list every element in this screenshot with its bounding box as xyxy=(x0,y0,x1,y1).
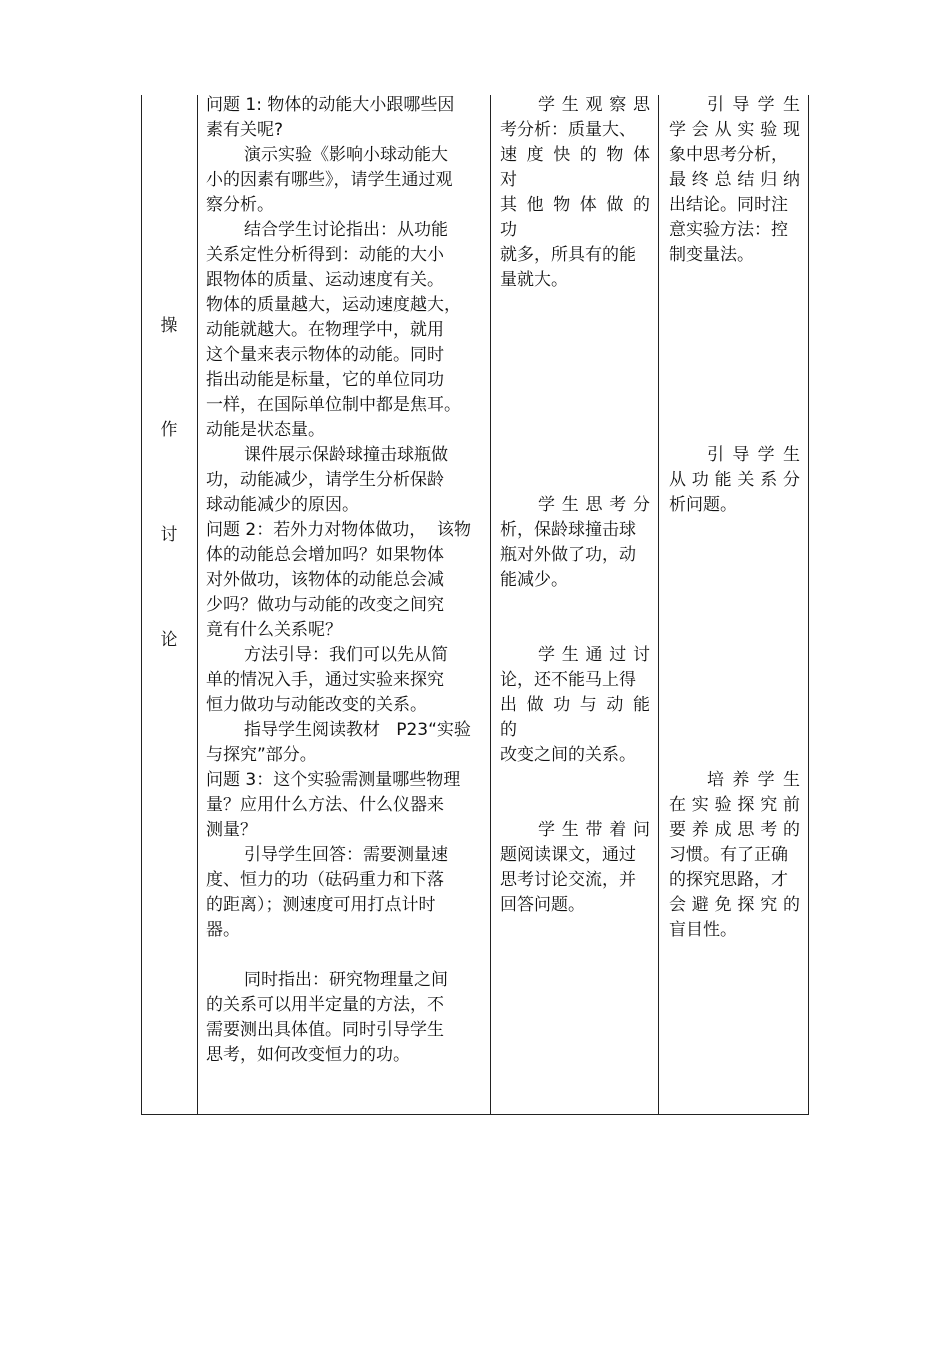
text-line: 球动能减少的原因。 xyxy=(206,495,359,515)
text-line: 要 养 成 思 考 的 xyxy=(669,820,800,840)
text-line: 少吗？做功与动能的改变之间究 xyxy=(206,595,444,615)
text-line: 小的因素有哪些》，请学生通过观 xyxy=(206,170,453,190)
text-line: 出结论。同时注 xyxy=(669,195,788,215)
text-line: 课件展示保龄球撞击球瓶做 xyxy=(244,445,448,465)
text-line: 动能是状态量。 xyxy=(206,420,325,440)
text-line: 竟有什么关系呢？ xyxy=(206,620,342,640)
teacher-activity-cell xyxy=(206,93,486,1115)
text-line: 度、恒力的功（砝码重力和下落 xyxy=(206,870,444,890)
text-line: 动能就越大。在物理学中，就用 xyxy=(206,320,444,340)
text-line: 题阅读课文，通过 xyxy=(500,845,636,865)
text-line: 思考讨论交流，并 xyxy=(500,870,636,890)
text-line: 制变量法。 xyxy=(669,245,754,265)
text-line: 象中思考分析， xyxy=(669,145,788,165)
stage-label-char: 论 xyxy=(160,630,178,650)
text-line: 单的情况入手，通过实验来探究 xyxy=(206,670,444,690)
text-line: 速 度 快 的 物 体 对 xyxy=(500,145,650,190)
text-line: 指导学生阅读教材 P23“实验 xyxy=(244,720,471,740)
blank-space xyxy=(500,593,650,643)
text-line: 同时指出：研究物理量之间 xyxy=(244,970,448,990)
design-intent-cell xyxy=(669,93,800,1115)
text-line: 与探究”部分。 xyxy=(206,745,317,765)
text-line: 测量？ xyxy=(206,820,257,840)
text-line: 跟物体的质量、运动速度有关。 xyxy=(206,270,444,290)
text-line: 学 生 带 着 问 xyxy=(538,820,650,840)
text-line: 演示实验《影响小球动能大 xyxy=(244,145,448,165)
text-line: 关系定性分析得到：动能的大小 xyxy=(206,245,444,265)
text-line: 就多，所具有的能 xyxy=(500,245,636,265)
text-line: 察分析。 xyxy=(206,195,274,215)
text-line: 学 生 观 察 思 xyxy=(538,95,650,115)
blank-space xyxy=(669,518,800,768)
text-line: 量？应用什么方法、什么仪器来 xyxy=(206,795,444,815)
text-line: 的距离）；测速度可用打点计时 xyxy=(206,895,436,915)
text-line: 问题 1: 物体的动能大小跟哪些因 xyxy=(206,95,455,115)
text-line: 意实验方法：控 xyxy=(669,220,788,240)
text-line: 改变之间的关系。 xyxy=(500,745,636,765)
stage-label-char: 作 xyxy=(160,420,178,440)
blank-space xyxy=(500,293,650,493)
text-line: 器。 xyxy=(206,920,240,940)
text-line: 会 避 免 探 究 的 xyxy=(669,895,800,915)
text-line: 这个量来表示物体的动能。同时 xyxy=(206,345,444,365)
text-line: 最 终 总 结 归 纳 xyxy=(669,170,800,190)
text-line: 论，还不能马上得 xyxy=(500,670,636,690)
text-line: 体的动能总会增加吗？如果物体 xyxy=(206,545,444,565)
text-line: 考分析：质量大、 xyxy=(500,120,636,140)
text-line: 的探究思路，才 xyxy=(669,870,788,890)
lesson-table xyxy=(141,95,809,1115)
text-line: 物体的质量越大，运动速度越大， xyxy=(206,295,461,315)
text-line: 学 生 思 考 分 xyxy=(538,495,650,515)
text-line: 一样，在国际单位制中都是焦耳。 xyxy=(206,395,461,415)
table-border-right xyxy=(808,95,809,1115)
column-divider xyxy=(490,95,491,1115)
text-line: 引 导 学 生 xyxy=(707,445,800,465)
text-line: 引 导 学 生 xyxy=(707,95,800,115)
student-activity-cell xyxy=(500,93,650,1115)
text-line: 习惯。有了正确 xyxy=(669,845,788,865)
text-line: 学 生 通 过 讨 xyxy=(538,645,650,665)
text-line: 学 会 从 实 验 现 xyxy=(669,120,800,140)
text-line: 能减少。 xyxy=(500,570,568,590)
table-border-left xyxy=(141,95,142,1115)
text-line: 素有关呢? xyxy=(206,120,284,140)
text-line: 思考，如何改变恒力的功。 xyxy=(206,1045,410,1065)
blank-space xyxy=(669,268,800,443)
blank-space xyxy=(500,768,650,818)
text-line: 对外做功，该物体的动能总会减 xyxy=(206,570,444,590)
column-divider xyxy=(658,95,659,1115)
text-line: 指出动能是标量，它的单位同功 xyxy=(206,370,444,390)
text-line: 的关系可以用半定量的方法，不 xyxy=(206,995,444,1015)
text-line: 出 做 功 与 动 能 的 xyxy=(500,695,650,740)
text-line: 盲目性。 xyxy=(669,920,737,940)
text-line: 在 实 验 探 究 前 xyxy=(669,795,800,815)
blank-line xyxy=(206,943,486,968)
text-line: 问题 3：这个实验需测量哪些物理 xyxy=(206,770,461,790)
stage-label-char: 操 xyxy=(160,316,178,336)
text-line: 方法引导：我们可以先从简 xyxy=(244,645,448,665)
text-line: 回答问题。 xyxy=(500,895,585,915)
text-line: 恒力做功与动能改变的关系。 xyxy=(206,695,427,715)
column-divider xyxy=(197,95,198,1115)
text-line: 其 他 物 体 做 的 功 xyxy=(500,195,650,240)
text-line: 需要测出具体值。同时引导学生 xyxy=(206,1020,444,1040)
text-line: 量就大。 xyxy=(500,270,568,290)
text-line: 结合学生讨论指出：从功能 xyxy=(244,220,448,240)
text-line: 析问题。 xyxy=(669,495,737,515)
text-line: 瓶对外做了功，动 xyxy=(500,545,636,565)
text-line: 培 养 学 生 xyxy=(707,770,800,790)
text-line: 问题 2：若外力对物体做功， 该物 xyxy=(206,520,472,540)
text-line: 从 功 能 关 系 分 xyxy=(669,470,800,490)
text-line: 析，保龄球撞击球 xyxy=(500,520,636,540)
text-line: 引导学生回答：需要测量速 xyxy=(244,845,448,865)
text-line: 功，动能减少，请学生分析保龄 xyxy=(206,470,444,490)
stage-label-char: 讨 xyxy=(160,525,178,545)
